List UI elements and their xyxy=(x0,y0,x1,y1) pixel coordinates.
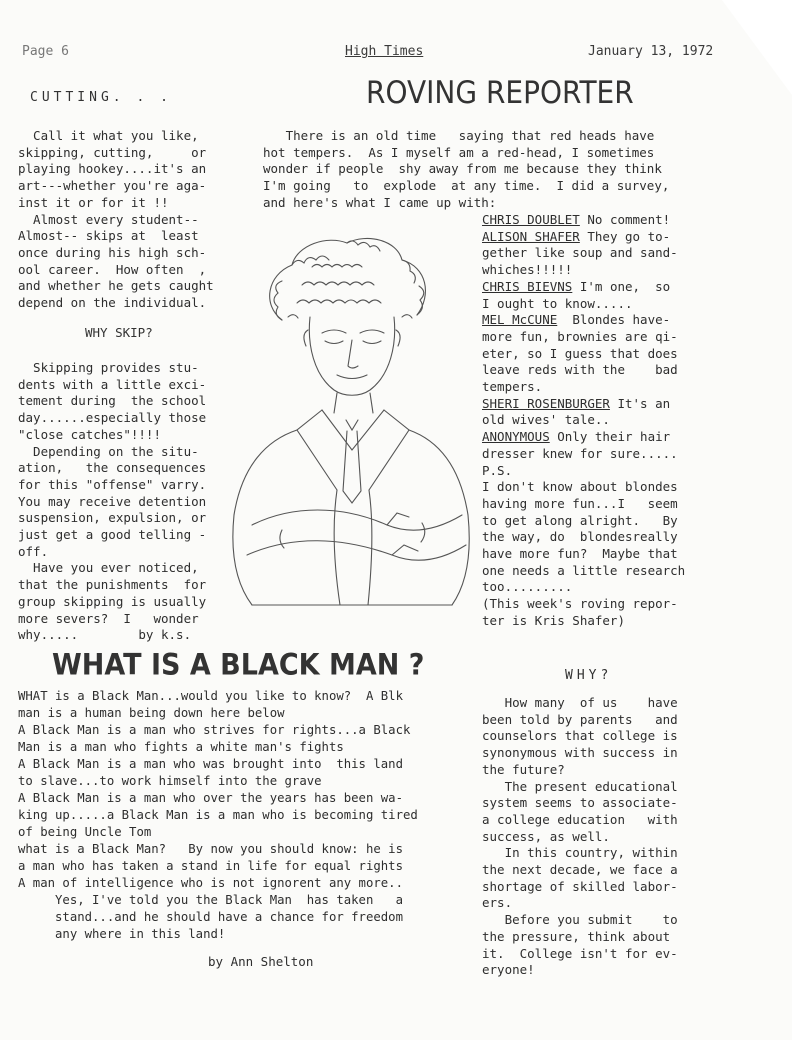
respondent-answer: P.S. xyxy=(482,462,513,478)
why-line: the pressure, think about xyxy=(482,928,671,944)
poem-line: WHAT is a Black Man...would you like to know? A Blk xyxy=(18,689,403,703)
respondent-answer: I don't know about blondes xyxy=(482,479,678,495)
poem-line: man is a human being down here below xyxy=(18,706,285,720)
why-skip-line: for this "offense" varry. xyxy=(18,476,207,492)
black-man-poem xyxy=(18,688,458,943)
why-line: synonymous with success in xyxy=(482,745,678,761)
cutting-line: inst it or for it !! xyxy=(18,194,169,210)
cutting-line: ool career. How often , xyxy=(18,261,207,277)
poem-line: to slave...to work himself into the grave xyxy=(18,774,322,788)
roving-answer-line xyxy=(482,296,712,313)
why-article xyxy=(482,695,712,979)
respondent-name: SHERI ROSENBURGER xyxy=(482,395,610,411)
roving-intro-line: I'm going to explode at any time. I did a survey, xyxy=(263,178,670,194)
cutting-line: Almost every student-- xyxy=(18,211,199,227)
poem-line: A Black Man is a man who over the years has been wa- xyxy=(18,791,403,805)
roving-answer-line xyxy=(482,312,712,329)
roving-answer-line xyxy=(482,513,712,530)
roving-answer-line xyxy=(482,412,712,429)
roving-intro xyxy=(263,128,703,212)
cutting-line: depend on the individual. xyxy=(18,295,207,311)
why-line: How many of us have xyxy=(482,695,678,710)
respondent-name: CHRIS BIEVNS xyxy=(482,278,573,294)
roving-answer-line xyxy=(482,245,712,262)
roving-answer-line xyxy=(482,496,712,513)
why-skip-line: dents with a little exci- xyxy=(18,376,207,392)
why-skip-subhead: WHY SKIP? xyxy=(85,325,153,340)
roving-answer-line xyxy=(482,463,712,480)
poem-line: what is a Black Man? By now you should know: he is xyxy=(18,842,403,856)
poem-line: of being Uncle Tom xyxy=(18,825,152,839)
why-skip-line: group skipping is usually xyxy=(18,593,207,609)
why-line: success, as well. xyxy=(482,828,610,844)
respondent-answer: the way, do blondesreally xyxy=(482,529,678,545)
torn-corner xyxy=(722,0,792,95)
roving-answer-line xyxy=(482,596,712,613)
respondent-answer: I'm one, so xyxy=(572,278,671,294)
poem-line: a man who has taken a stand in life for equal rights xyxy=(18,859,403,873)
roving-answer-line xyxy=(482,279,712,296)
cutting-headline: CUTTING. . . xyxy=(30,90,172,105)
hair-curls xyxy=(270,238,426,320)
paper-name: High Times xyxy=(345,44,424,59)
poem-line: any where in this land! xyxy=(18,927,226,941)
poem-line: A man of intelligence who is not ignorent any more.. xyxy=(18,876,403,890)
roving-answer-line xyxy=(482,529,712,546)
roving-answer-line xyxy=(482,546,712,563)
why-line: ers. xyxy=(482,895,513,911)
why-line: Before you submit to xyxy=(482,912,678,928)
respondent-answer: leave reds with the bad xyxy=(482,362,678,378)
why-line: the future? xyxy=(482,761,565,777)
respondent-answer: dresser knew for sure..... xyxy=(482,445,678,461)
cutting-line: art---whether you're aga- xyxy=(18,178,207,194)
why-line: counselors that college is xyxy=(482,728,678,744)
respondent-answer: Blondes have- xyxy=(557,312,671,328)
why-skip-line: Depending on the situ- xyxy=(18,443,199,459)
roving-answer-line xyxy=(482,579,712,596)
why-line: a college education with xyxy=(482,811,678,827)
why-skip-line: that the punishments for xyxy=(18,577,207,593)
respondent-answer: Only their hair xyxy=(549,429,671,445)
respondent-answer: gether like soup and sand- xyxy=(482,245,678,261)
roving-answer-line xyxy=(482,396,712,413)
why-skip-line: day......especially those xyxy=(18,410,207,426)
why-line: shortage of skilled labor- xyxy=(482,878,678,894)
why-skip-line: Have you ever noticed, xyxy=(18,560,199,576)
roving-answer-line xyxy=(482,212,712,229)
why-headline: WHY? xyxy=(565,668,613,683)
cutting-line: skipping, cutting, or xyxy=(18,144,207,160)
why-line: the next decade, we face a xyxy=(482,862,678,878)
respondent-answer: tempers. xyxy=(482,379,543,395)
why-line: eryone! xyxy=(482,962,535,978)
why-skip-line: suspension, expulsion, or xyxy=(18,510,207,526)
roving-answer-line xyxy=(482,479,712,496)
poem-line: stand...and he should have a chance for freedom xyxy=(18,910,403,924)
roving-answers xyxy=(482,212,712,630)
respondent-answer: too......... xyxy=(482,579,573,595)
roving-reporter-headline: ROVING REPORTER xyxy=(366,74,634,111)
why-skip-line: ation, the consequences xyxy=(18,460,207,476)
respondent-answer: having more fun...I seem xyxy=(482,495,678,511)
black-man-byline: by Ann Shelton xyxy=(208,954,314,969)
respondent-answer: No comment! xyxy=(579,212,671,227)
cutting-article xyxy=(18,128,233,312)
portrait-illustration xyxy=(222,225,478,625)
black-man-headline: WHAT IS A BLACK MAN ? xyxy=(52,648,425,683)
respondent-answer: ter is Kris Shafer) xyxy=(482,612,625,628)
roving-answer-line xyxy=(482,379,712,396)
cutting-line: once during his high sch- xyxy=(18,244,207,260)
roving-answer-line xyxy=(482,229,712,246)
why-skip-line: You may receive detention xyxy=(18,493,207,509)
why-skip-line: Skipping provides stu- xyxy=(18,360,199,375)
roving-answer-line xyxy=(482,613,712,630)
respondent-name: ALISON SHAFER xyxy=(482,228,580,244)
why-skip-line: tement during the school xyxy=(18,393,207,409)
roving-answer-line xyxy=(482,346,712,363)
respondent-answer: (This week's roving repor- xyxy=(482,596,678,612)
cutting-line: and whether he gets caught xyxy=(18,278,214,294)
why-skip-line: just get a good telling - xyxy=(18,527,207,543)
poem-line: king up.....a Black Man is a man who is becoming tired xyxy=(18,808,418,822)
respondent-answer: have more fun? Maybe that xyxy=(482,546,678,562)
why-skip-line: off. xyxy=(18,543,49,559)
respondent-answer: eter, so I guess that does xyxy=(482,345,678,361)
collar xyxy=(297,393,409,503)
poem-line: A Black Man is a man who strives for rights...a Black xyxy=(18,723,411,737)
roving-answer-line xyxy=(482,446,712,463)
why-line: been told by parents and xyxy=(482,711,678,727)
poem-line: Man is a man who fights a white man's fights xyxy=(18,740,344,754)
respondent-answer: whiches!!!!! xyxy=(482,262,573,278)
roving-intro-line: wonder if people shy away from me because they think xyxy=(263,161,662,177)
jacket xyxy=(233,430,469,605)
respondent-name: MEL McCUNE xyxy=(482,312,558,328)
respondent-answer: They go to- xyxy=(579,228,671,244)
why-line: In this country, within xyxy=(482,845,678,861)
roving-answer-line xyxy=(482,563,712,580)
respondent-answer: old wives' tale.. xyxy=(482,412,610,428)
respondent-name: ANONYMOUS xyxy=(482,429,550,445)
cutting-line: Call it what you like, xyxy=(18,128,199,143)
roving-intro-line: hot tempers. As I myself am a red-head, I sometimes xyxy=(263,144,655,160)
why-line: The present educational xyxy=(482,778,678,794)
issue-date: January 13, 1972 xyxy=(588,44,714,59)
why-skip-article xyxy=(18,360,233,644)
respondent-name: CHRIS DOUBLET xyxy=(482,212,580,227)
why-skip-line: "close catches"!!!! xyxy=(18,426,161,442)
roving-intro-line: and here's what I came up with: xyxy=(263,194,497,210)
roving-answer-line xyxy=(482,262,712,279)
respondent-answer: I ought to know..... xyxy=(482,295,633,311)
roving-answer-line xyxy=(482,362,712,379)
cutting-line: Almost-- skips at least xyxy=(18,228,199,244)
roving-intro-line: There is an old time saying that red heads have xyxy=(263,128,655,143)
cutting-line: playing hookey....it's an xyxy=(18,161,207,177)
face xyxy=(304,317,400,395)
poem-line: A Black Man is a man who was brought into this land xyxy=(18,757,403,771)
roving-answer-line xyxy=(482,429,712,446)
respondent-answer: to get along alright. By xyxy=(482,512,678,528)
why-line: it. College isn't for ev- xyxy=(482,945,678,961)
respondent-answer: more fun, brownies are qi- xyxy=(482,328,678,344)
respondent-answer: one needs a little research xyxy=(482,562,686,578)
respondent-answer: It's an xyxy=(609,395,671,411)
page-number: Page 6 xyxy=(22,44,69,59)
why-skip-line: why..... by k.s. xyxy=(18,627,192,643)
why-line: system seems to associate- xyxy=(482,795,678,811)
why-skip-line: more severs? I wonder xyxy=(18,610,199,626)
roving-answer-line xyxy=(482,329,712,346)
poem-line: Yes, I've told you the Black Man has taken a xyxy=(18,893,403,907)
